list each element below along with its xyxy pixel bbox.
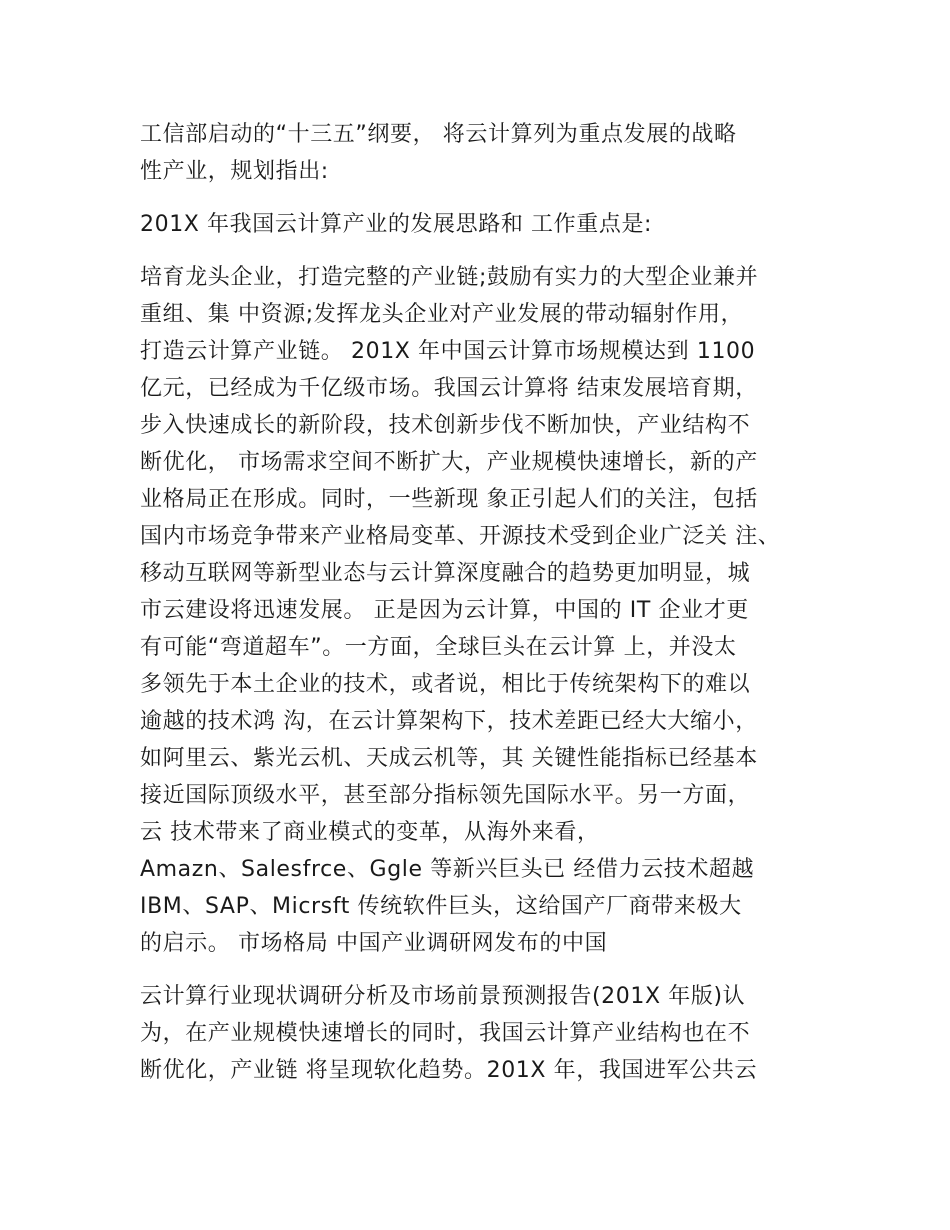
text-line: Amazn、Salesfrce、Ggle 等新兴巨头已 经借力云技术超越 [140, 857, 755, 882]
text-line: 云计算行业现状调研分析及市场前景预测报告(201X 年版)认 [140, 984, 746, 1009]
text-line: 断优化，产业链 将呈现软化趋势。201X 年，我国进军公共云 [140, 1058, 758, 1083]
text-line: 多领先于本土企业的技术，或者说，相比于传统架构下的难以 [140, 672, 751, 697]
paragraph-3 [140, 259, 812, 962]
text-line: 移动互联网等新型业态与云计算深度融合的趋势更加明显，城 [140, 561, 751, 586]
text-line: 业格局正在形成。同时，一些新现 象正引起人们的关注，包括 [140, 487, 758, 512]
text-line: 有可能“弯道超车”。一方面，全球巨头在云计算 上，并没太 [140, 635, 737, 660]
paragraph-2 [140, 206, 812, 243]
text-line: 培育龙头企业，打造完整的产业链;鼓励有实力的大型企业兼并 [140, 265, 759, 290]
text-line: 重组、集 中资源;发挥龙头企业对产业发展的带动辐射作用， [140, 302, 744, 327]
text-line: 性产业，规划指出: [140, 159, 329, 184]
paragraph-4 [140, 978, 812, 1089]
text-line: 接近国际顶级水平，甚至部分指标领先国际水平。另一方面， [140, 783, 751, 808]
text-line: 为，在产业规模快速增长的同时，我国云计算产业结构也在不 [140, 1021, 751, 1046]
paragraph-1 [140, 116, 812, 190]
paragraph-gap [140, 243, 812, 259]
text-line: 的启示。 市场格局 中国产业调研网发布的中国 [140, 931, 608, 956]
text-line: 如阿里云、紫光云机、天成云机等，其 关键性能指标已经基本 [140, 746, 758, 771]
text-line: 断优化， 市场需求空间不断扩大，产业规模快速增长，新的产 [140, 450, 758, 475]
text-line: 步入快速成长的新阶段，技术创新步伐不断加快，产业结构不 [140, 413, 751, 438]
text-line: 打造云计算产业链。 201X 年中国云计算市场规模达到 1100 [140, 339, 756, 364]
text-line: 工信部启动的“十三五”纲要， 将云计算列为重点发展的战略 [140, 122, 737, 147]
text-line: 亿元，已经成为千亿级市场。我国云计算将 结束发展培育期， [140, 376, 758, 401]
text-line: 市云建设将迅速发展。 正是因为云计算，中国的 IT 企业才更 [140, 598, 749, 623]
text-line: 逾越的技术鸿 沟，在云计算架构下，技术差距已经大大缩小， [140, 709, 758, 734]
paragraph-gap [140, 962, 812, 978]
text-line: 201X 年我国云计算产业的发展思路和 工作重点是: [140, 212, 653, 237]
document-page [140, 116, 812, 1089]
text-line: IBM、SAP、Micrsft 传统软件巨头，这给国产厂商带来极大 [140, 894, 742, 919]
text-line: 云 技术带来了商业模式的变革，从海外来看， [140, 820, 600, 845]
paragraph-gap [140, 190, 812, 206]
text-line: 国内市场竞争带来产业格局变革、开源技术受到企业广泛关 注、 [140, 524, 781, 549]
